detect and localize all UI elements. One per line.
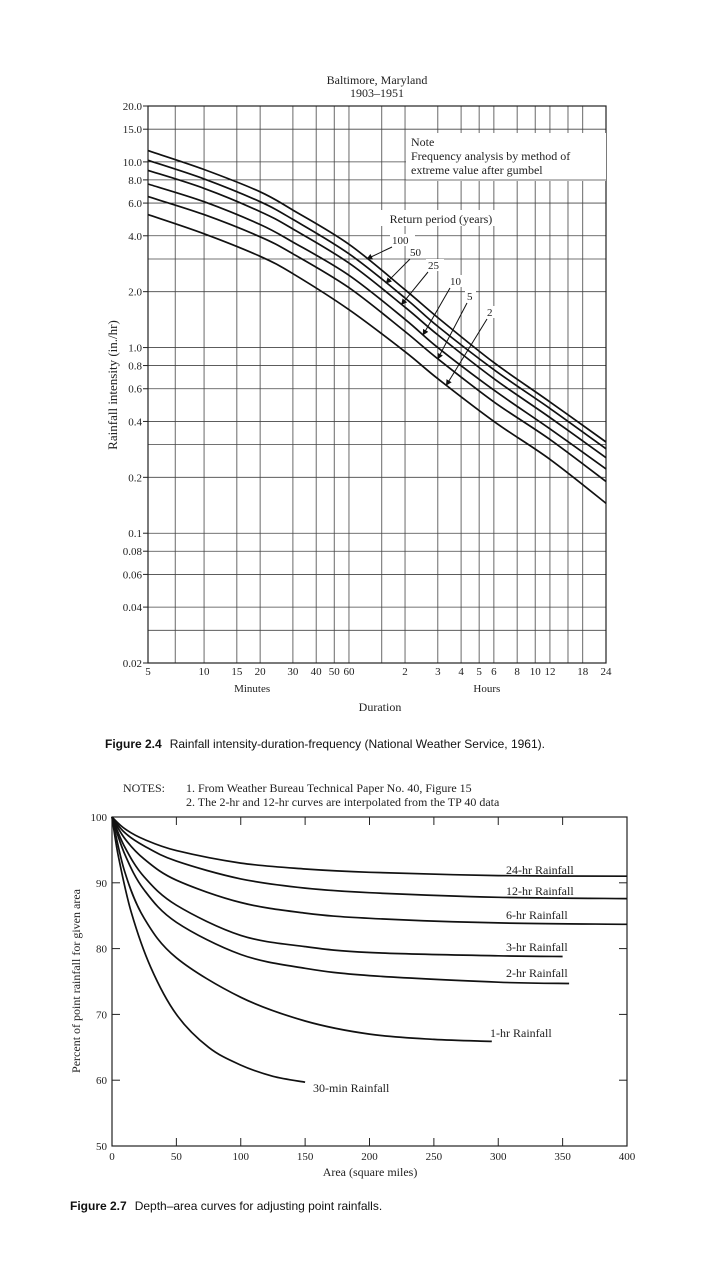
y-tick-label: 0.06 xyxy=(122,569,142,582)
y-tick-label: 0.02 xyxy=(122,658,142,670)
note-line: extreme value after gumbel xyxy=(411,163,543,177)
y-tick-label: 100 xyxy=(90,812,107,824)
x-tick-label: 15 xyxy=(231,666,243,678)
x-tick-label: 150 xyxy=(296,1151,314,1163)
series-label-24-hr-rainfall: 24-hr Rainfall xyxy=(506,863,574,877)
note-line: Note xyxy=(411,135,435,149)
x-tick-label: 0 xyxy=(109,1151,115,1163)
y-tick-label: 2.0 xyxy=(128,286,142,299)
legend-label-5: 5 xyxy=(467,291,473,303)
y-tick-label: 70 xyxy=(96,1009,107,1022)
note-item: 1. From Weather Bureau Technical Paper No. 40, Figure 15 xyxy=(186,781,472,795)
chart-title: Baltimore, Maryland xyxy=(326,73,428,87)
legend-label-25: 25 xyxy=(428,260,439,272)
y-tick-label: 20.0 xyxy=(122,101,142,113)
x-tick-label: 30 xyxy=(287,666,299,678)
series-label-3-hr-rainfall: 3-hr Rainfall xyxy=(506,940,568,954)
x-tick-label: 100 xyxy=(232,1151,249,1163)
x-axis-title: Duration xyxy=(358,700,402,714)
series-label-2-hr-rainfall: 2-hr Rainfall xyxy=(506,966,568,980)
y-tick-label: 80 xyxy=(96,943,107,956)
legend-label-2: 2 xyxy=(487,307,493,319)
figure-2-7-number: Figure 2.7 xyxy=(70,1199,127,1213)
y-axis-title: Rainfall intensity (in./hr) xyxy=(105,320,120,450)
x-tick-label: 50 xyxy=(170,1151,182,1163)
note-line: Frequency analysis by method of xyxy=(411,149,571,163)
figure-2-7-text: Depth–area curves for adjusting point rainfalls. xyxy=(134,1199,383,1213)
x-tick-label: 10 xyxy=(198,666,210,678)
y-tick-label: 10.0 xyxy=(122,156,142,169)
x-tick-label: 20 xyxy=(254,666,266,678)
x-tick-label: 4 xyxy=(458,666,464,678)
x-tick-label: 6 xyxy=(491,666,497,678)
x-tick-label: 5 xyxy=(476,666,482,678)
series-label-6-hr-rainfall: 6-hr Rainfall xyxy=(506,908,568,922)
y-tick-label: 6.0 xyxy=(128,198,142,211)
x-tick-label: 12 xyxy=(544,666,556,678)
y-tick-label: 15.0 xyxy=(122,124,142,137)
legend-title: Return period (years) xyxy=(389,212,493,226)
y-tick-label: 90 xyxy=(96,877,107,890)
series-label-30-min-rainfall: 30-min Rainfall xyxy=(313,1081,390,1095)
note-item: 2. The 2-hr and 12-hr curves are interpolated from the TP 40 data xyxy=(186,795,500,809)
x-tick-label: 350 xyxy=(554,1151,571,1163)
legend-label-100: 100 xyxy=(392,235,409,247)
y-tick-label: 50 xyxy=(96,1141,107,1153)
series-label-12-hr-rainfall: 12-hr Rainfall xyxy=(506,884,574,898)
x-unit-minutes: Minutes xyxy=(234,683,271,695)
x-unit-hours: Hours xyxy=(473,683,501,695)
y-tick-label: 0.1 xyxy=(128,528,142,541)
x-tick-label: 50 xyxy=(328,666,340,678)
x-tick-label: 60 xyxy=(343,666,355,678)
y-tick-label: 8.0 xyxy=(128,174,142,187)
legend-label-10: 10 xyxy=(450,276,461,288)
x-tick-label: 40 xyxy=(310,666,322,678)
y-tick-label: 0.04 xyxy=(122,602,142,615)
x-tick-label: 300 xyxy=(490,1151,507,1163)
series-line-2-hr-rainfall xyxy=(112,817,569,984)
x-tick-label: 5 xyxy=(145,666,151,678)
y-tick-label: 0.6 xyxy=(128,383,142,396)
y-tick-label: 0.2 xyxy=(128,472,142,485)
notes-prefix: NOTES: xyxy=(123,781,165,795)
x-tick-label: 400 xyxy=(618,1151,636,1163)
figure-2-7-caption xyxy=(70,1199,382,1213)
x-tick-label: 10 xyxy=(529,666,541,678)
legend-label-50: 50 xyxy=(410,247,421,259)
series-line-3-hr-rainfall xyxy=(112,817,563,957)
x-tick-label: 200 xyxy=(361,1151,378,1163)
series-label-1-hr-rainfall: 1-hr Rainfall xyxy=(490,1026,552,1040)
y-tick-label: 0.4 xyxy=(128,416,142,429)
y-tick-label: 0.08 xyxy=(122,546,142,559)
y-axis-title: Percent of point rainfall for given area xyxy=(69,889,83,1073)
x-tick-label: 8 xyxy=(514,666,520,678)
y-tick-label: 1.0 xyxy=(128,342,142,355)
x-tick-label: 18 xyxy=(577,666,589,678)
y-tick-label: 4.0 xyxy=(128,230,142,243)
x-tick-label: 2 xyxy=(402,666,408,678)
x-axis-title: Area (square miles) xyxy=(322,1165,418,1179)
chart-subtitle: 1903–1951 xyxy=(350,86,404,100)
y-tick-label: 0.8 xyxy=(128,360,142,373)
y-tick-label: 60 xyxy=(96,1075,107,1088)
x-tick-label: 3 xyxy=(435,666,441,678)
figure-2-4-number: Figure 2.4 xyxy=(105,737,162,751)
x-tick-label: 250 xyxy=(425,1151,443,1163)
figure-2-4-text: Rainfall intensity-duration-frequency (National Weather Service, 1961). xyxy=(169,737,545,751)
series-line-1-hr-rainfall xyxy=(112,817,492,1041)
x-tick-label: 24 xyxy=(600,666,612,678)
